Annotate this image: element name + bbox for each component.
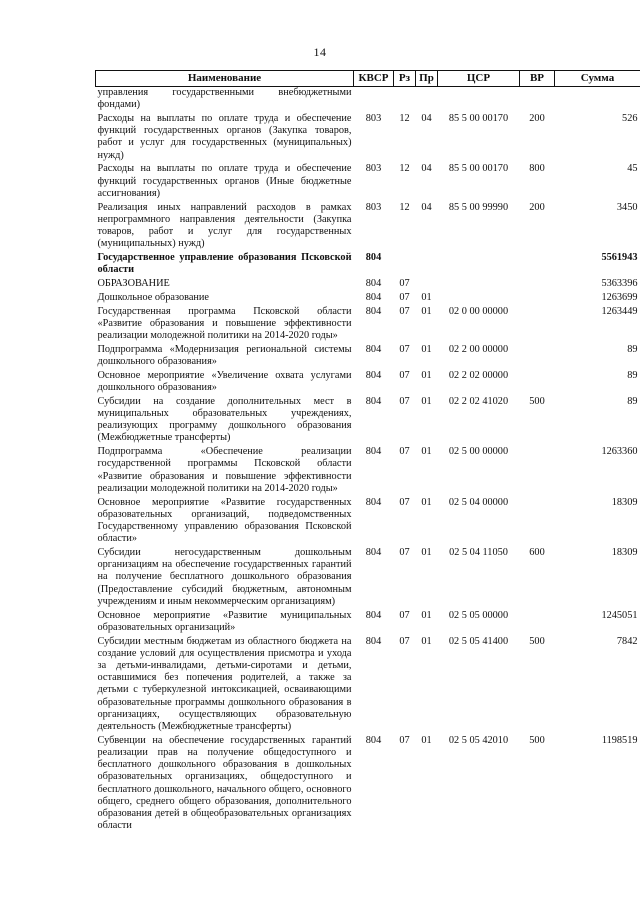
cell-rz: 07 — [399, 609, 410, 621]
cell-pr — [416, 252, 438, 278]
budget-table — [95, 70, 640, 834]
cell-pr: 01 — [421, 635, 432, 647]
table-row — [96, 547, 640, 610]
table-row — [96, 278, 640, 292]
cell-name: Государственное управление образования Псковской области — [97, 252, 352, 276]
cell-csr: 02 5 00 00000 — [448, 446, 509, 458]
cell-rz: 07 — [399, 343, 410, 355]
cell-rz: 07 — [399, 395, 410, 407]
cell-sum: 1198519 — [601, 734, 638, 746]
cell-kvsr: 804 — [365, 734, 382, 746]
cell-kvsr: 804 — [365, 609, 382, 621]
cell-sum: 18309 — [611, 547, 638, 559]
cell-vr: 500 — [529, 635, 545, 647]
table-row — [96, 163, 640, 201]
cell-csr: 02 5 05 42010 — [448, 734, 509, 746]
table-body — [96, 87, 640, 835]
cell-vr — [520, 252, 555, 278]
header-rz: Рз — [394, 71, 416, 87]
cell-name: Реализация иных направлений расходов в рамках непрограммного направления деятельности (Закупка товаров, работ и услуг для государственных (муниципальных) нужд) — [97, 201, 352, 250]
cell-pr: 04 — [421, 113, 432, 124]
header-vr: ВР — [520, 71, 555, 87]
cell-sum: 526 — [622, 113, 638, 124]
cell-vr — [520, 497, 555, 547]
table-row — [96, 87, 640, 114]
cell-pr: 01 — [421, 734, 432, 746]
cell-vr: 200 — [529, 201, 545, 213]
cell-kvsr: 803 — [365, 113, 382, 124]
cell-name: Субвенции на обеспечение государственных гарантий реализации прав на получение общедоступного и бесплатного дошкольного образования в дошкольных образовательных организациях, общедоступного и бесплатного дошкольного, начального общего, основного общего, среднего общего образования, дополнительного образования детей в общеобразовательных организациях области — [97, 734, 352, 832]
cell-vr — [520, 278, 555, 292]
cell-vr — [520, 292, 555, 306]
cell-rz — [394, 252, 416, 278]
cell-pr: 01 — [421, 305, 432, 317]
table-row — [96, 497, 640, 547]
cell-rz: 07 — [399, 278, 410, 290]
cell-name: ОБРАЗОВАНИЕ — [97, 278, 170, 290]
cell-kvsr: 804 — [365, 635, 382, 647]
cell-pr — [416, 278, 438, 292]
cell-rz: 07 — [399, 734, 410, 746]
cell-kvsr: 804 — [365, 369, 382, 381]
cell-kvsr: 804 — [365, 291, 382, 303]
cell-rz: 12 — [399, 201, 410, 213]
cell-rz: 07 — [399, 291, 410, 303]
cell-csr: 85 5 00 00170 — [448, 113, 509, 124]
cell-pr: 01 — [421, 609, 432, 621]
cell-csr: 02 5 04 11050 — [449, 547, 508, 559]
table-header — [96, 71, 640, 87]
cell-csr — [438, 87, 520, 114]
header-kvsr: КВСР — [354, 71, 394, 87]
table-row — [96, 396, 640, 446]
cell-vr: 500 — [529, 395, 545, 407]
cell-vr — [520, 610, 555, 636]
cell-pr: 01 — [421, 395, 432, 407]
table-row — [96, 344, 640, 370]
cell-csr: 02 2 02 00000 — [448, 369, 509, 381]
table-row — [96, 610, 640, 636]
table-row — [96, 292, 640, 306]
cell-kvsr: 803 — [365, 163, 382, 175]
cell-sum — [555, 87, 640, 114]
cell-rz: 07 — [399, 635, 410, 647]
cell-name: управления государственными внебюджетными фондами) — [97, 87, 352, 111]
table-row — [96, 446, 640, 496]
cell-sum: 1263699 — [601, 291, 638, 303]
cell-sum: 1263449 — [601, 305, 638, 317]
cell-rz: 12 — [399, 113, 410, 124]
cell-vr: 500 — [529, 734, 545, 746]
cell-kvsr: 804 — [365, 496, 382, 508]
cell-kvsr: 804 — [365, 395, 382, 407]
cell-pr: 04 — [421, 201, 432, 213]
cell-name: Подпрограмма «Обеспечение реализации государственной программы Псковской области «Развитие образования и повышение эффективности реализации молодежной политики на 2014-2020 годы» — [97, 446, 352, 494]
cell-pr: 01 — [421, 547, 432, 559]
cell-rz: 07 — [399, 305, 410, 317]
page-number: 14 — [313, 45, 327, 59]
cell-kvsr: 804 — [365, 446, 382, 458]
cell-rz: 12 — [399, 163, 410, 175]
cell-name: Основное мероприятие «Развитие государственных образовательных организаций, подведомственных Государственному управлению образования Псковской области» — [97, 496, 352, 545]
cell-sum: 89 — [627, 343, 638, 355]
header-sum: Сумма — [555, 71, 640, 87]
table-row — [96, 370, 640, 396]
cell-rz: 07 — [399, 446, 410, 458]
cell-sum: 5561943 — [601, 252, 638, 264]
cell-csr — [438, 252, 520, 278]
table-row — [96, 202, 640, 252]
table-row — [96, 113, 640, 163]
cell-vr: 800 — [529, 163, 545, 175]
cell-csr: 02 2 00 00000 — [448, 343, 509, 355]
cell-csr: 02 5 05 41400 — [448, 635, 509, 647]
cell-name: Расходы на выплаты по оплате труда и обеспечение функций государственных органов (Иные бюджетные ассигнования) — [97, 163, 352, 199]
cell-pr: 04 — [421, 163, 432, 175]
cell-name: Субсидии местным бюджетам из областного бюджета на создание условий для осуществления присмотра и ухода за детьми-инвалидами, детьми-сиротами и детьми, оставшимися без попечения родителей, а также за детьми с туберкулезной интоксикацией, осваивающими образовательные программы дошкольного образования в организациях, осуществляющих образовательную деятельность (Межбюджетные трансферты) — [97, 635, 352, 733]
cell-name: Расходы на выплаты по оплате труда и обеспечение функций государственных органов (Закупка товаров, работ и услуг для государственных (муниципальных) нужд) — [97, 113, 352, 161]
cell-csr: 85 5 00 99990 — [448, 201, 509, 213]
cell-name: Субсидии негосударственным дошкольным организациям на обеспечение государственных гарантий на получение бесплатного дошкольного образования (Предоставление субсидий бюджетным, автономным учреждениям и иным некоммерческим организациям) — [97, 547, 352, 607]
cell-kvsr: 803 — [365, 201, 382, 213]
cell-kvsr: 804 — [365, 278, 382, 290]
cell-kvsr: 804 — [365, 343, 382, 355]
cell-csr: 02 5 04 00000 — [448, 496, 509, 508]
cell-vr — [520, 446, 555, 496]
cell-rz: 07 — [399, 369, 410, 381]
table-row — [96, 735, 640, 834]
cell-csr: 85 5 00 00170 — [448, 163, 509, 175]
cell-sum: 18309 — [611, 496, 638, 508]
cell-rz — [394, 87, 416, 114]
cell-sum: 5363396 — [601, 278, 638, 290]
header-csr: ЦСР — [438, 71, 520, 87]
cell-vr — [520, 344, 555, 370]
header-name: Наименование — [96, 71, 354, 87]
cell-rz: 07 — [399, 547, 410, 559]
cell-csr: 02 5 05 00000 — [448, 609, 509, 621]
cell-sum: 7842 — [616, 635, 638, 647]
cell-kvsr: 804 — [365, 547, 382, 559]
cell-vr — [520, 87, 555, 114]
cell-csr: 02 2 02 41020 — [448, 395, 509, 407]
cell-pr: 01 — [421, 291, 432, 303]
table-row — [96, 252, 640, 278]
cell-vr: 600 — [529, 547, 545, 559]
cell-vr — [520, 370, 555, 396]
cell-pr: 01 — [421, 343, 432, 355]
table-row — [96, 306, 640, 344]
cell-sum: 1245051 — [601, 609, 638, 621]
cell-sum: 3450 — [616, 201, 638, 213]
cell-sum: 89 — [627, 369, 638, 381]
cell-vr: 200 — [529, 113, 545, 124]
header-pr: Пр — [416, 71, 438, 87]
cell-name: Подпрограмма «Модернизация региональной системы дошкольного образования» — [97, 343, 352, 368]
table-row — [96, 636, 640, 735]
cell-csr — [438, 292, 520, 306]
cell-name: Дошкольное образование — [97, 291, 210, 303]
cell-pr: 01 — [421, 369, 432, 381]
cell-sum: 1263360 — [601, 446, 638, 458]
cell-sum: 89 — [627, 395, 638, 407]
cell-csr: 02 0 00 00000 — [448, 305, 509, 317]
cell-rz: 07 — [399, 496, 410, 508]
cell-kvsr: 804 — [365, 252, 382, 264]
cell-pr — [416, 87, 438, 114]
cell-kvsr: 804 — [365, 305, 382, 317]
cell-sum: 45 — [627, 163, 638, 175]
cell-name: Субсидии на создание дополнительных мест в муниципальных образовательных учреждениях, реализующих программу дошкольного образования (Межбюджетные трансферты) — [97, 395, 352, 444]
cell-kvsr — [354, 87, 394, 114]
cell-csr — [438, 278, 520, 292]
cell-name: Основное мероприятие «Увеличение охвата услугами дошкольного образования» — [97, 369, 352, 394]
cell-pr: 01 — [421, 496, 432, 508]
cell-pr: 01 — [421, 446, 432, 458]
cell-vr — [520, 306, 555, 344]
cell-name: Основное мероприятие «Развитие муниципальных образовательных организаций» — [97, 609, 352, 633]
cell-name: Государственная программа Псковской области «Развитие образования и повышение эффективности реализации молодежной политики на 2014-2020 годы» — [97, 305, 352, 342]
